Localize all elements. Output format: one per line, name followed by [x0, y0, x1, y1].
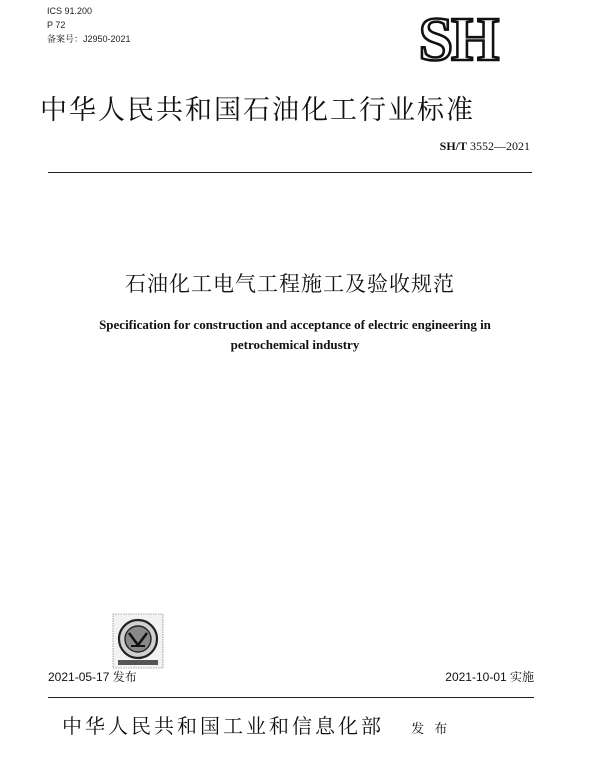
document-title-en-line2: petrochemical industry	[230, 337, 360, 352]
publisher-org: 中华人民共和国工业和信息化部	[62, 714, 384, 738]
document-title-cn: 石油化工电气工程施工及验收规范	[125, 272, 455, 296]
publisher-seal-icon	[112, 613, 164, 669]
document-title-en-line1: Specification for construction and acceptance of electric engineering in	[99, 317, 491, 332]
category-code: P 72	[47, 20, 66, 30]
sh-logo-text: SH	[418, 10, 498, 66]
ics-code: ICS 91.200	[47, 6, 93, 16]
publisher-action: 发 布	[411, 722, 451, 737]
standard-code	[440, 139, 530, 154]
standard-code-number: 3552—2021	[470, 139, 530, 153]
sh-logo	[398, 10, 518, 66]
publisher	[62, 710, 450, 739]
document-title-en	[40, 315, 550, 355]
standard-code-prefix: SH/T	[439, 139, 467, 153]
top-divider	[48, 172, 532, 173]
classification-meta	[47, 4, 131, 46]
issue-date: 2021-05-17 发布	[48, 670, 137, 684]
effective-date: 2021-10-01 实施	[445, 670, 534, 684]
standard-title: 中华人民共和国石油化工行业标准	[40, 95, 475, 126]
bottom-divider	[48, 697, 534, 698]
record-number: 备案号：J2950-2021	[47, 34, 131, 44]
